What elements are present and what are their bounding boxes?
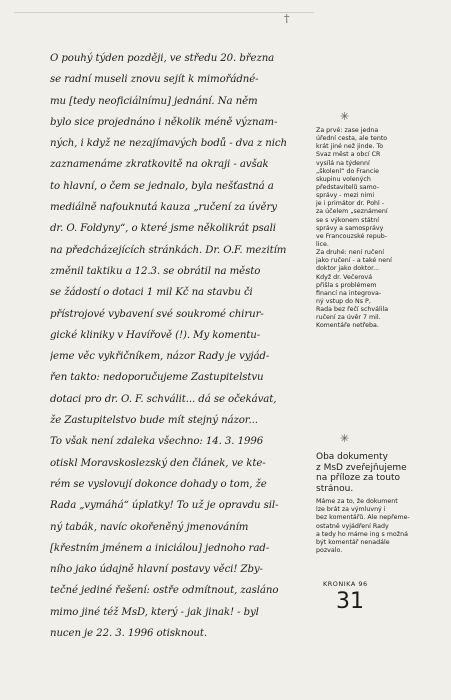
text-line: ního jako údajně hlavní postavy věci! Zby- [50, 564, 263, 576]
faint-header-rule [14, 2, 314, 13]
text-line: To však není zdaleka všechno: 14. 3. 1996 [50, 436, 264, 448]
margin-note-line: představitelů samo- [316, 183, 380, 191]
margin-note-line: úřední cesta, ale tento [316, 135, 388, 143]
text-line: O pouhý týden později, ve středu 20. března [50, 53, 275, 64]
margin-note-line: Máme za to, že dokument [316, 498, 398, 505]
text-line: ný tabák, navíc okořeněný jmenováním [50, 521, 249, 533]
margin-note-line: Když dr. Večerová [316, 273, 373, 281]
text-line: mediálně nafouknutá kauza „ručení za úvěry [50, 202, 277, 214]
margin-note-line: bez komentářů. Ale nepřeme- [316, 514, 410, 522]
margin-note-line: pozvalo. [316, 547, 343, 555]
margin-note-heading [316, 452, 436, 494]
text-line: Rada „vymáhá“ úplatky! To už je opravdu sil- [50, 500, 279, 512]
text-line: nucen je 22. 3. 1996 otisknout. [50, 628, 208, 640]
main-handwritten-text [50, 48, 312, 644]
margin-note-line: Komentáře netřeba. [316, 322, 379, 330]
margin-note-line: být komentář nenadále [316, 538, 390, 546]
text-line: mimo jiné též MsD, který - jak jinak! - byl [50, 606, 259, 618]
margin-note-line: přišla s problémem [316, 281, 377, 289]
text-line: změnil taktiku a 12.3. se obrátil na město [50, 265, 261, 277]
text-line: ných, i když ne nezajímavých bodů - dva z nich [50, 138, 287, 150]
text-line: zaznamenáme zkratkovitě na okraji - avšak [50, 159, 269, 171]
asterisk-icon: ✳ [340, 110, 350, 123]
margin-heading-line: Oba dokumenty [316, 452, 388, 462]
margin-note-line: doktor jako doktor... [316, 265, 380, 273]
margin-note-line: jako ručení - a také není [316, 257, 392, 265]
margin-note-line: Rada bez řečí schválila [316, 306, 389, 314]
text-line: rém se vyslovují dokonce dohady o tom, že [50, 478, 267, 490]
chronicle-label: KRONIKA 96 [323, 580, 368, 588]
text-line: to hlavní, o čem se jednalo, byla nešťastná a [50, 180, 274, 192]
text-line: bylo sice projednáno i několik méně význam- [50, 116, 278, 128]
asterisk-icon: ✳ [340, 432, 350, 445]
margin-note-line: „školení“ do Francie [316, 167, 379, 175]
text-line: otiskl Moravskoslezský den článek, ve kte- [50, 457, 266, 469]
text-line: dotaci pro dr. O. F. schválit... dá se očekávat, [50, 393, 277, 405]
margin-note-line: a tedy ho máme ing s možná [316, 530, 408, 538]
text-line: přístrojové vybavení své soukromé chirur- [50, 308, 264, 320]
margin-heading-line: stránou. [316, 483, 354, 494]
margin-note-line: financí na integrova- [316, 289, 382, 297]
margin-note-line: je i primátor dr. Pohl - [316, 200, 385, 208]
text-line: na předcházejících stránkách. Dr. O.F. mezitím [50, 244, 287, 256]
margin-note-line: Svaz měst a obcí ČR [316, 151, 381, 159]
margin-note-line: ve Francouzské repub- [316, 232, 387, 240]
text-line: se žádostí o dotaci 1 mil Kč na stavbu či [50, 287, 253, 299]
margin-note-line: ostatně vyjádření Rady [316, 522, 389, 530]
margin-note-line: ručení za úvěr 7 mil. [316, 314, 381, 322]
margin-note-line: správy a samosprávy [316, 224, 384, 232]
margin-note-line: se s výkonem státní [316, 216, 379, 224]
margin-heading-line: z MsD zveřejňujeme [316, 462, 407, 473]
text-line: gické kliniky v Havířově (!). My komentu- [50, 329, 261, 341]
text-line: [křestním jménem a iniciálou] jednoho rad- [50, 542, 270, 554]
margin-note-line: vysílá na týdenní [316, 159, 370, 167]
margin-note-line: skupinu volených [316, 175, 371, 183]
text-line: mu [tedy neoficiálnímu] jednání. Na něm [50, 95, 258, 107]
margin-note-documents [316, 452, 436, 555]
margin-note-line: lice. [316, 240, 329, 248]
text-line: tečné jediné řešení: ostře odmítnout, zasláno [50, 585, 279, 597]
margin-heading-line: na příloze za touto [316, 473, 400, 483]
text-line: se radní museli znovu sejít k mimořádné- [50, 74, 259, 86]
margin-note-body [316, 498, 436, 555]
margin-note-first [316, 127, 426, 331]
margin-note-line: správy - mezi nimi [316, 192, 375, 200]
text-line: že Zastupitelstvo bude mít stejný názor... [50, 415, 258, 427]
page-number: 31 [336, 589, 364, 614]
text-line: dr. O. Foldyny“, o které jsme několikrát psali [50, 223, 276, 235]
margin-note-line: za účelem „seznámení [316, 208, 388, 216]
margin-note-line: ný vstup do Ns P, [316, 297, 371, 305]
text-line: jeme věc vykřičníkem, názor Rady je vyjád- [50, 351, 270, 363]
margin-note-line: lze brát za výmluvný i [316, 506, 386, 514]
pin-mark-icon: † [284, 12, 290, 25]
margin-note-line: Za druhé: není ručení [316, 249, 385, 257]
margin-note-line: krát jiné než jinde. To [316, 143, 384, 151]
margin-note-line: Za prvé: zase jedna [316, 127, 379, 134]
text-line: řen takto: nedoporučujeme Zastupitelstvu [50, 372, 264, 384]
